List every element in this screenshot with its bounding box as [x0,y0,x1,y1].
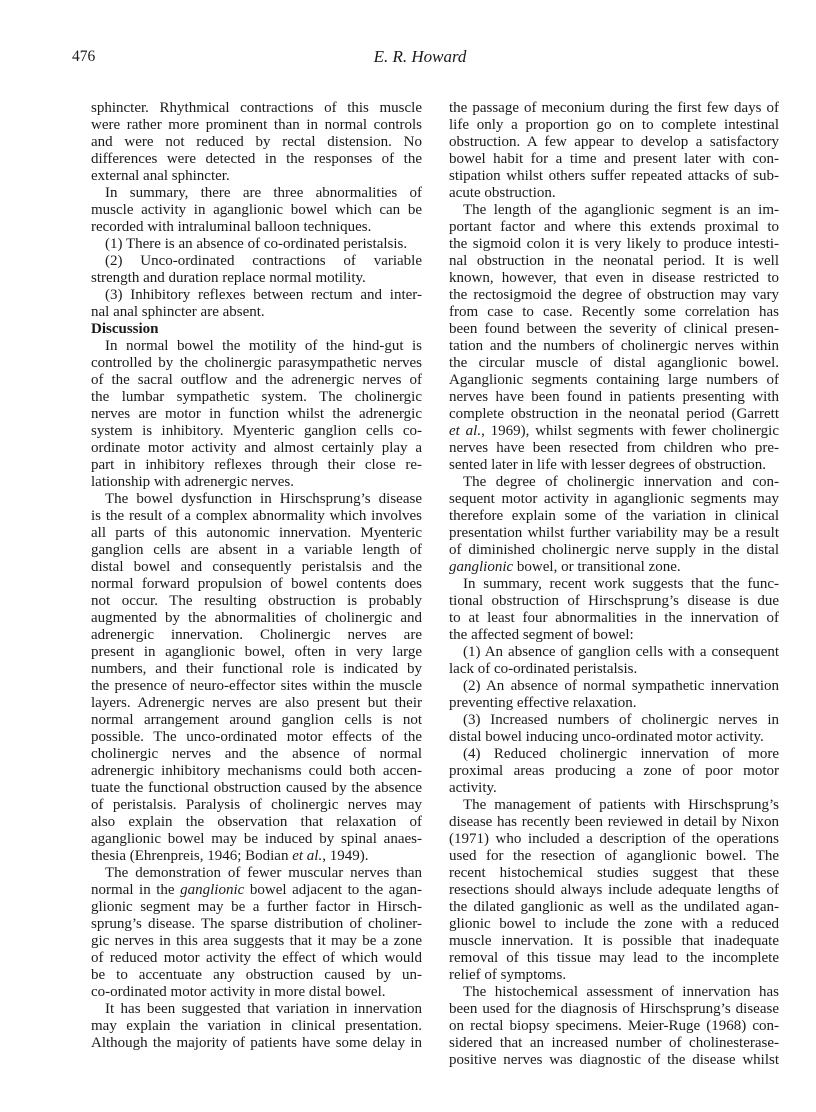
text-line [91,882,422,899]
text-segment: bowel, or transitional zone. [513,559,681,575]
text-segment: , 1949). [322,848,369,864]
text-line: sequent motor activity in aganglionic segments may [449,491,779,507]
text-line: known, however, that even in disease restricted to [449,270,779,286]
text-line: normal forward propulsion of bowel contents does [91,576,422,592]
paragraph [449,474,779,576]
text-line: the presence of neuro-effector sites within the muscle [91,678,422,694]
paragraph [449,202,779,474]
text-column-left [91,100,422,1052]
text-line: adrenergic innervation. Cholinergic nerves are [91,627,422,643]
text-line: (3) Inhibitory reflexes between rectum and inter- [105,287,422,303]
text-line: nerves have been found in patients presenting with [449,389,779,405]
text-line: lationship with adrenergic nerves. [91,474,294,490]
text-line: activity. [449,780,497,796]
text-line: of diminished cholinergic nerve supply in the distal [449,542,779,558]
text-line: acute obstruction. [449,185,556,201]
text-line: The length of the aganglionic segment is an im- [463,202,779,218]
text-line: (3) Increased numbers of cholinergic nerves in [463,712,779,728]
text-line: muscle activity in aganglionic bowel which can be [91,202,422,218]
text-line: to at least four abnormalities in the innervation of [449,610,779,626]
text-line: The bowel dysfunction in Hirschsprung’s disease [105,491,422,507]
text-line: the dilated ganglionic as well as the undilated agan- [449,899,779,915]
text-line: all parts of this autonomic innervation. Myenteric [91,525,422,541]
text-line: controlled by the cholinergic parasympathetic nerves [91,355,422,371]
text-line: portant factor and where this extends proximal to [449,219,779,235]
text-line: the rectosigmoid the degree of obstruction may vary [449,287,779,303]
paragraph [449,746,779,797]
text-line: sidered that an increased number of cholinesterase- [449,1035,779,1051]
text-line: The histochemical assessment of innervation has [463,984,779,1000]
text-line: In summary, recent work suggests that the func- [463,576,779,592]
text-line: muscle innervation. It is possible that inadequate [449,933,779,949]
text-line: (2) Unco-ordinated contractions of variable [105,253,422,269]
text-line [449,559,779,576]
text-line: (4) Reduced cholinergic innervation of more [463,746,779,762]
italic-text: et al. [292,848,323,864]
text-line: nal anal sphincter are absent. [91,304,265,320]
paragraph [449,100,779,202]
text-line: The demonstration of fewer muscular nerves than [105,865,422,881]
text-line: ordinate motor activity and almost certainly play a [91,440,422,456]
text-line: distal bowel inducing unco-ordinated motor activity. [449,729,764,745]
paragraph [91,185,422,236]
text-line: normal arrangement around ganglion cells is not [91,712,422,728]
text-line: aganglionic bowel may be induced by spinal anaes- [91,831,422,847]
paragraph [91,253,422,287]
text-line: proximal areas producing a zone of poor motor [449,763,779,779]
text-line: on rectal biopsy specimens. Meier-Ruge (1968) con- [449,1018,779,1034]
text-line: (1971) who included a description of the operations [449,831,779,847]
text-line: system is inhibitory. Myenteric ganglion cells co- [91,423,422,439]
text-line: In summary, there are three abnormalities of [105,185,422,201]
text-line: from case to case. Recently some correlation has [449,304,779,320]
text-line: (1) There is an absence of co-ordinated peristalsis. [105,236,408,252]
text-line: sphincter. Rhythmical contractions of this muscle [91,100,422,116]
text-line: glionic segment may be a further factor in Hirsch- [91,899,422,915]
text-line: the sigmoid colon it is very likely to produce intesti- [449,236,779,252]
paragraph [449,712,779,746]
italic-text: ganglionic [449,559,514,575]
text-line: nal obstruction in the neonatal period. It is well [449,253,779,269]
text-line: ganglion cells are absent in a variable length of [91,542,422,558]
paragraph [449,797,779,984]
text-line: The management of patients with Hirschsprung’s [463,797,779,813]
text-line: In normal bowel the motility of the hind-gut is [105,338,422,354]
text-line: (1) An absence of ganglion cells with a consequent [463,644,779,660]
text-line: gic nerves in this area suggests that it may be a zone [91,933,422,949]
text-line: (2) An absence of normal sympathetic innervation [463,678,779,694]
text-line: present in aganglionic bowel, often in very large [91,644,422,660]
paragraph [449,984,779,1069]
text-line: It has been suggested that variation in innervation [105,1001,422,1017]
text-line: complete obstruction in the neonatal period (Garrett [449,406,779,422]
text-line: numbers, and their functional role is indicated by [91,661,422,677]
text-line: of the sacral outflow and the adrenergic nerves of [91,372,422,388]
text-line: strength and duration replace normal motility. [91,270,366,286]
paragraph [91,491,422,865]
text-line: sented later in life with lesser degrees of obstruction. [449,457,766,473]
text-line: distal bowel and consequently peristalsis and the [91,559,422,575]
text-line: external anal sphincter. [91,168,230,184]
text-line: cholinergic nerves and the absence of normal [91,746,422,762]
text-line: tuate the functional obstruction caused by the absence [91,780,422,796]
text-line: been used for the diagnosis of Hirschsprung’s disease [449,1001,779,1017]
paragraph [91,100,422,185]
text-line: recorded with intraluminal balloon techniques. [91,219,372,235]
text-line: relief of symptoms. [449,967,567,983]
text-line [449,423,779,440]
text-line: layers. Adrenergic nerves are also present but their [91,695,422,711]
text-line: may explain the variation in clinical presentation. [91,1018,422,1034]
text-line: adrenergic inhibitory mechanisms could both accen- [91,763,422,779]
text-line: therefore explain some of the variation in clinical [449,508,779,524]
paragraph [91,865,422,1001]
text-line: the affected segment of bowel: [449,627,634,643]
page-number: 476 [72,48,96,65]
paragraph [91,287,422,321]
text-line: not occur. The resulting obstruction is probably [91,593,422,609]
italic-text: ganglionic [180,882,245,898]
text-column-right [449,100,779,1069]
text-line [91,848,422,865]
text-line: sprung’s disease. The sparse distribution of choliner- [91,916,422,932]
text-segment: normal in the [91,882,181,898]
text-segment: thesia (Ehrenpreis, 1946; Bodian [91,848,293,864]
text-line: be to accentuate any obstruction caused by un- [91,967,422,983]
text-line: obstruction. A few appear to develop a satisfactory [449,134,779,150]
text-line: used for the resection of aganglionic bowel. The [449,848,779,864]
text-line: tation and the numbers of cholinergic nerves within [449,338,779,354]
text-line: bowel habit for a time and present later with con- [449,151,779,167]
text-line: disease has recently been reviewed in detail by Nixon [449,814,779,830]
text-line: Although the majority of patients have some delay in [91,1035,422,1051]
text-line: preventing effective relaxation. [449,695,637,711]
text-line: were rather more prominent than in normal controls [91,117,422,133]
text-line: differences were detected in the responses of the [91,151,422,167]
text-line: recent histochemical studies suggest that these [449,865,779,881]
text-line: presentation whilst further variability may be a result [449,525,779,541]
paragraph [91,236,422,253]
text-segment: bowel adjacent to the agan- [244,882,422,898]
text-line: Aganglionic segments containing large numbers of [449,372,779,388]
text-line: is the result of a complex abnormality which involves [91,508,422,524]
text-line: glionic bowel to include the zone with a reduced [449,916,779,932]
text-line: the lumbar sympathetic system. The cholinergic [91,389,422,405]
text-line: augmented by the abnormalities of cholinergic and [91,610,422,626]
italic-text: et al. [449,423,482,439]
text-line: positive nerves was diagnostic of the disease whilst [449,1052,779,1068]
text-line: of reduced motor activity the effect of which would [91,950,422,966]
paragraph [449,576,779,644]
text-line: of peristalsis. Paralysis of cholinergic nerves may [91,797,422,813]
text-line: nerves have been resected from children who pre- [449,440,779,456]
text-line: possible. The unco-ordinated motor effects of the [91,729,422,745]
paragraph [91,338,422,491]
paragraph [449,644,779,678]
paragraph [91,1001,422,1052]
text-line: life only a proportion go on to complete intestinal [449,117,779,133]
text-line: the passage of meconium during the first few days of [449,100,779,116]
text-line: nerves are motor in function whilst the adrenergic [91,406,422,422]
text-line: also explain the observation that relaxation of [91,814,422,830]
text-line: co-ordinated motor activity in more distal bowel. [91,984,386,1000]
text-line: resections should always include adequate lengths of [449,882,779,898]
text-line: and were not reduced by rectal distension. No [91,134,422,150]
text-segment: , 1969), whilst segments with fewer cholinergic [481,423,780,439]
text-line: the circular muscle of distal aganglionic bowel. [449,355,779,371]
paragraph [449,678,779,712]
text-line: removal of this tissue may lead to the incomplete [449,950,779,966]
text-line: stipation whilst others suffer repeated attacks of sub- [449,168,779,184]
text-line: part in inhibitory reflexes through their close re- [91,457,422,473]
section-heading: Discussion [91,321,159,337]
text-line: lack of co-ordinated peristalsis. [449,661,638,677]
text-line: The degree of cholinergic innervation and con- [463,474,779,490]
text-line: tional obstruction of Hirschsprung’s disease is due [449,593,779,609]
text-line: been found between the severity of clinical presen- [449,321,779,337]
running-head: E. R. Howard [373,47,467,66]
